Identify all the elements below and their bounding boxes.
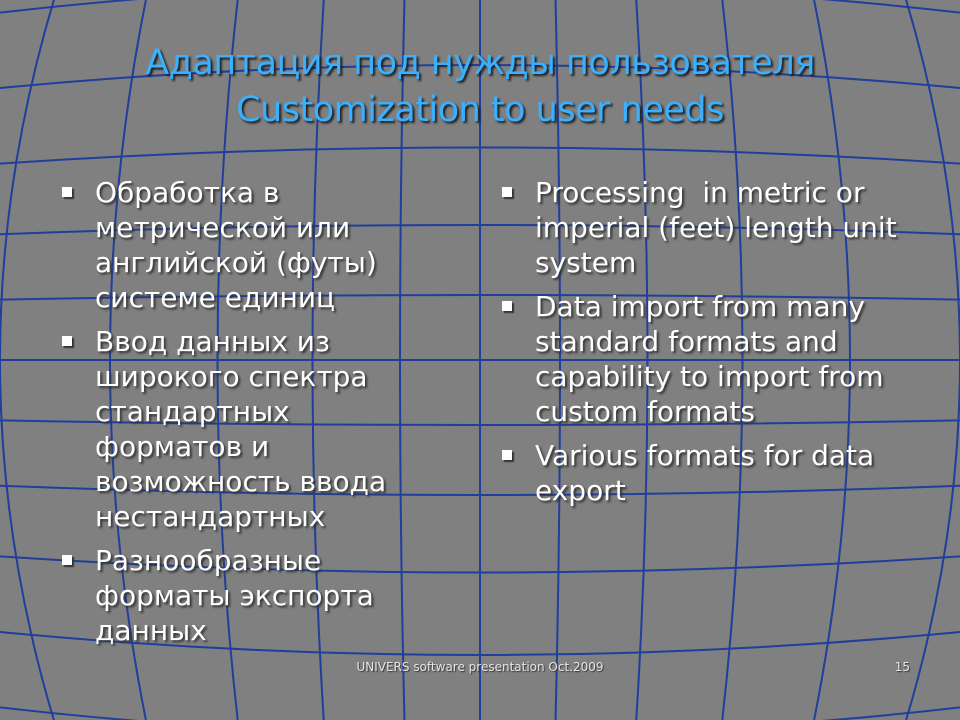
list-item-text: Обработка в метрической или английской (футы) системе единиц — [95, 176, 377, 314]
square-bullet-icon — [502, 301, 512, 311]
list-item-text: Разнообразные форматы экспорта данных — [95, 544, 374, 647]
bullet-list-russian — [60, 175, 430, 648]
square-bullet-icon — [502, 187, 512, 197]
square-bullet-icon — [502, 450, 512, 460]
list-item — [60, 324, 430, 534]
list-item-text: Various formats for data export — [535, 439, 875, 507]
list-item — [500, 175, 910, 280]
square-bullet-icon — [62, 336, 72, 346]
title-russian: Адаптация под нужды пользователя — [145, 43, 815, 83]
list-item — [500, 289, 910, 429]
square-bullet-icon — [62, 187, 72, 197]
list-item-text: Processing in metric or imperial (feet) length unit system — [535, 176, 906, 279]
list-item — [60, 543, 430, 648]
list-item-text: Ввод данных из широкого спектра стандартных форматов и возможность ввода нестандартных — [95, 325, 387, 533]
list-item-text: Data import from many standard formats and capability to import from custom formats — [535, 290, 884, 428]
page-number: 15 — [894, 660, 910, 674]
left-column-russian — [60, 175, 430, 657]
list-item — [500, 438, 910, 508]
list-item — [60, 175, 430, 315]
right-column-english — [500, 175, 910, 517]
title-english: Customization to user needs — [236, 90, 724, 130]
square-bullet-icon — [62, 555, 72, 565]
slide-title — [40, 40, 920, 134]
footer-text: UNIVERS software presentation Oct.2009 — [356, 660, 604, 674]
bullet-list-english — [500, 175, 910, 508]
